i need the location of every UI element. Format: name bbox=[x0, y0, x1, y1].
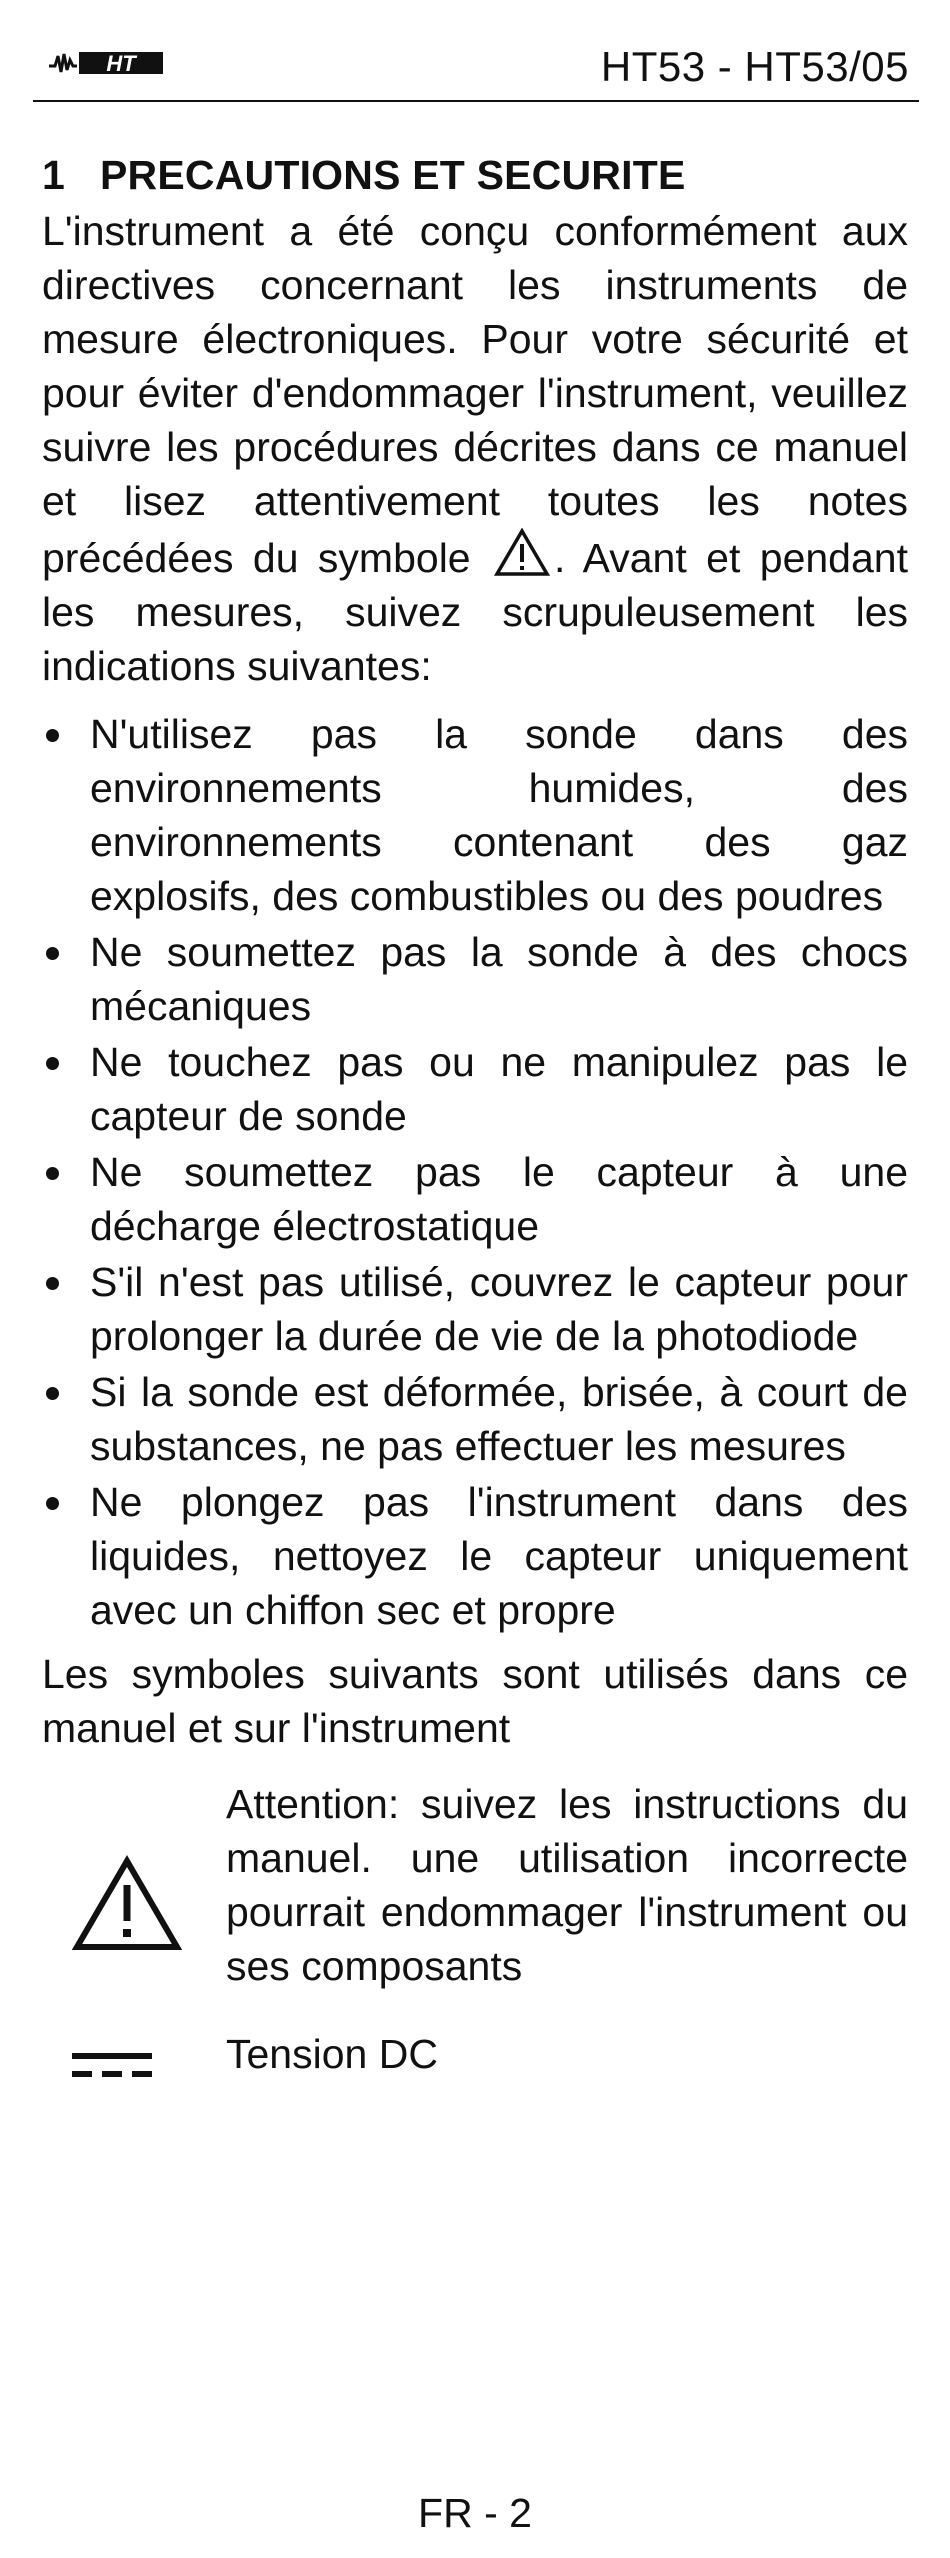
list-item: Ne soumettez pas la sonde à des chocs mécaniques bbox=[42, 925, 908, 1033]
precautions-list bbox=[42, 707, 908, 1637]
page-header bbox=[33, 38, 919, 102]
list-item: Ne plongez pas l'instrument dans des liquides, nettoyez le capteur uniquement avec un chiffon sec et propre bbox=[42, 1475, 908, 1637]
list-item: Si la sonde est déformée, brisée, à court de substances, ne pas effectuer les mesures bbox=[42, 1365, 908, 1473]
bullet-icon bbox=[46, 1057, 59, 1070]
symbol-row-warning bbox=[42, 1777, 908, 2027]
symbols-intro: Les symboles suivants sont utilisés dans ce manuel et sur l'instrument bbox=[42, 1651, 908, 1751]
intro-text-start: L'instrument a été conçu conformément aux directives concernant les instruments de mesure électroniques. Pour votre sécurité et pour éviter d'endommager l'instrument, veuillez suivre les procédures décrites dans ce manuel et lisez attentivement toutes les notes précédées du symbole bbox=[42, 208, 908, 581]
bullet-icon bbox=[46, 1167, 59, 1180]
warning-triangle-icon bbox=[494, 528, 550, 578]
list-item: S'il n'est pas utilisé, couvrez le capteur pour prolonger la durée de vie de la photodiode bbox=[42, 1255, 908, 1363]
section-number: 1 bbox=[42, 152, 66, 198]
bullet-icon bbox=[46, 1497, 59, 1510]
dc-voltage-icon bbox=[72, 2045, 152, 2085]
section-title: PRECAUTIONS ET SECURITE bbox=[100, 152, 686, 198]
bullet-icon bbox=[46, 947, 59, 960]
model-title: HT53 - HT53/05 bbox=[600, 43, 909, 90]
symbol-description-dc: Tension DC bbox=[226, 2031, 438, 2077]
list-item: Ne touchez pas ou ne manipulez pas le capteur de sonde bbox=[42, 1035, 908, 1143]
intro-paragraph bbox=[42, 204, 908, 693]
list-item: N'utilisez pas la sonde dans des environnements humides, des environnements contenant des gaz explosifs, des combustibles ou des poudres bbox=[42, 707, 908, 923]
list-item: Ne soumettez pas le capteur à une décharge électrostatique bbox=[42, 1145, 908, 1253]
svg-text:HT: HT bbox=[106, 51, 136, 76]
symbol-description-warning: Attention: suivez les instructions du manuel. une utilisation incorrecte pourrait endommager l'instrument ou ses composants bbox=[226, 1781, 908, 1989]
warning-triangle-icon bbox=[72, 1855, 182, 1955]
intro-text-end: . Avant et pendant les mesures, suivez scrupuleusement les indications suivantes: bbox=[42, 535, 908, 689]
content bbox=[42, 148, 908, 2097]
symbol-row-dc bbox=[42, 2027, 908, 2097]
bullet-icon bbox=[46, 1277, 59, 1290]
section-heading bbox=[42, 148, 908, 202]
ht-logo bbox=[47, 48, 165, 78]
page-number: FR - 2 bbox=[418, 2490, 532, 2536]
bullet-icon bbox=[46, 1387, 59, 1400]
bullet-icon bbox=[46, 729, 59, 742]
